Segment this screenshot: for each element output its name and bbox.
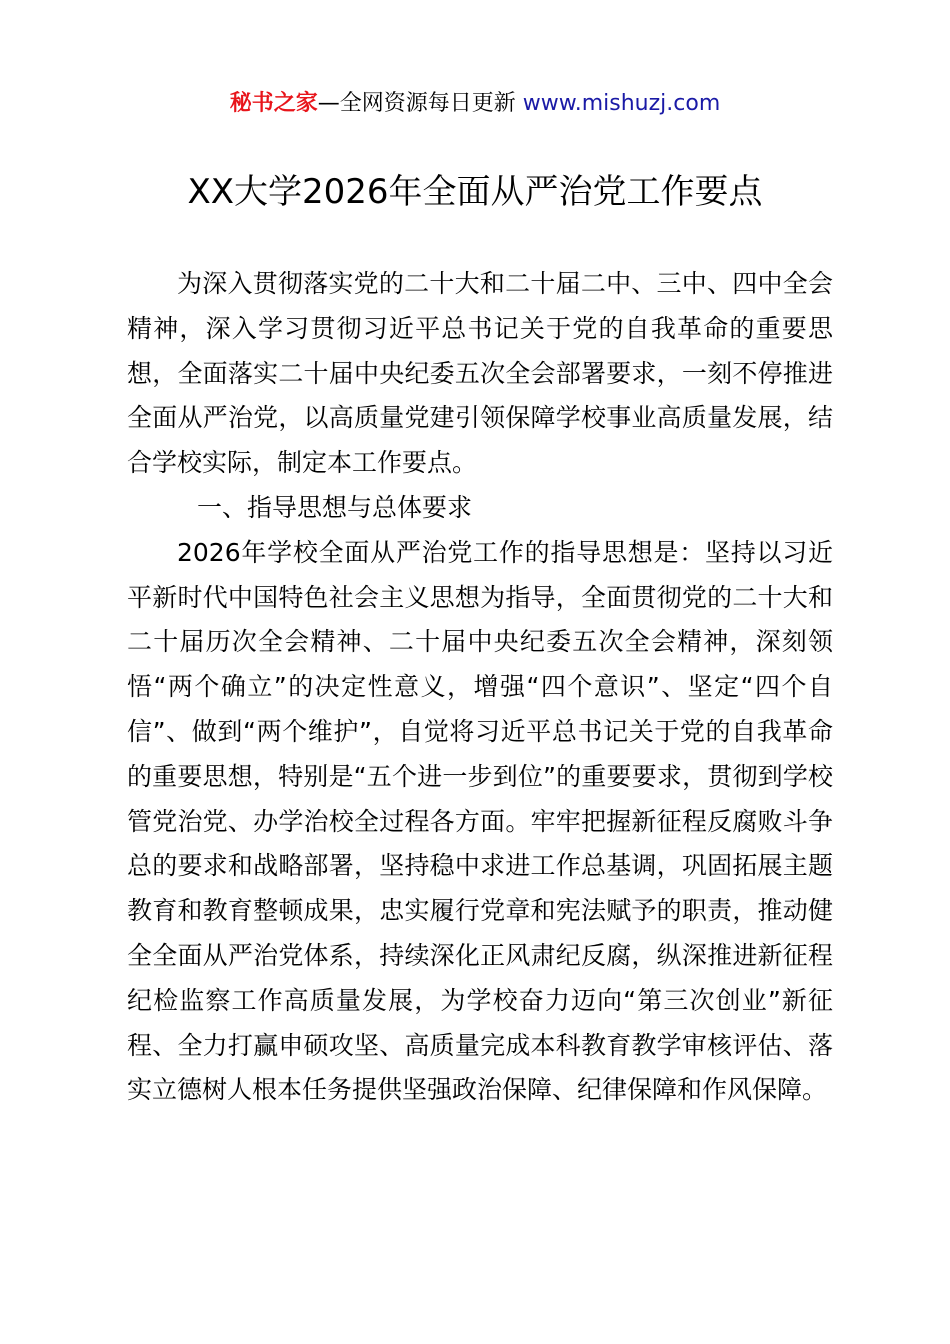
document-title: XX大学2026年全面从严治党工作要点 <box>187 172 763 212</box>
intro-paragraph: 为深入贯彻落实党的二十大和二十届二中、三中、四中全会精神，深入学习贯彻习近平总书记关于党的自我革命的重要思想，全面落实二十届中央纪委五次全会部署要求，一刻不停推进全面从严治党，以高质量党建引领保障学校事业高质量发展，结合学校实际，制定本工作要点。 <box>127 269 833 478</box>
section-body-paragraph: 2026年学校全面从严治党工作的指导思想是：坚持以习近平新时代中国特色社会主义思想为指导，全面贯彻党的二十大和二十届历次全会精神、二十届中央纪委五次全会精神，深刻领悟“两个确立”的决定性意义，增强“四个意识”、坚定“四个自信”、做到“两个维护”，自觉将习近平总书记关于党的自我革命的重要思想，特别是“五个进一步到位”的重要要求，贯彻到学校管党治党、办学治校全过程各方面。牢牢把握新征程反腐败斗争总的要求和战略部署，坚持稳中求进工作总基调，巩固拓展主题教育和教育整顿成果，忠实履行党章和宪法赋予的职责，推动健全全面从严治党体系，持续深化正风肃纪反腐，纵深推进新征程纪检监察工作高质量发展，为学校奋力迈向“第三次创业”新征程、全力打赢申硕攻坚、高质量完成本科教育教学审核评估、落实立德树人根本任务提供坚强政治保障、纪律保障和作风保障。 <box>127 537 833 1105</box>
document-body <box>127 262 833 1113</box>
brand-name: 秘书之家 <box>229 91 318 116</box>
site-url-link[interactable]: www.mishuzj.com <box>522 91 721 116</box>
section-heading: 一、指导思想与总体要求 <box>197 492 473 522</box>
site-header <box>0 88 950 120</box>
header-tagline: —全网资源每日更新 <box>317 91 523 116</box>
